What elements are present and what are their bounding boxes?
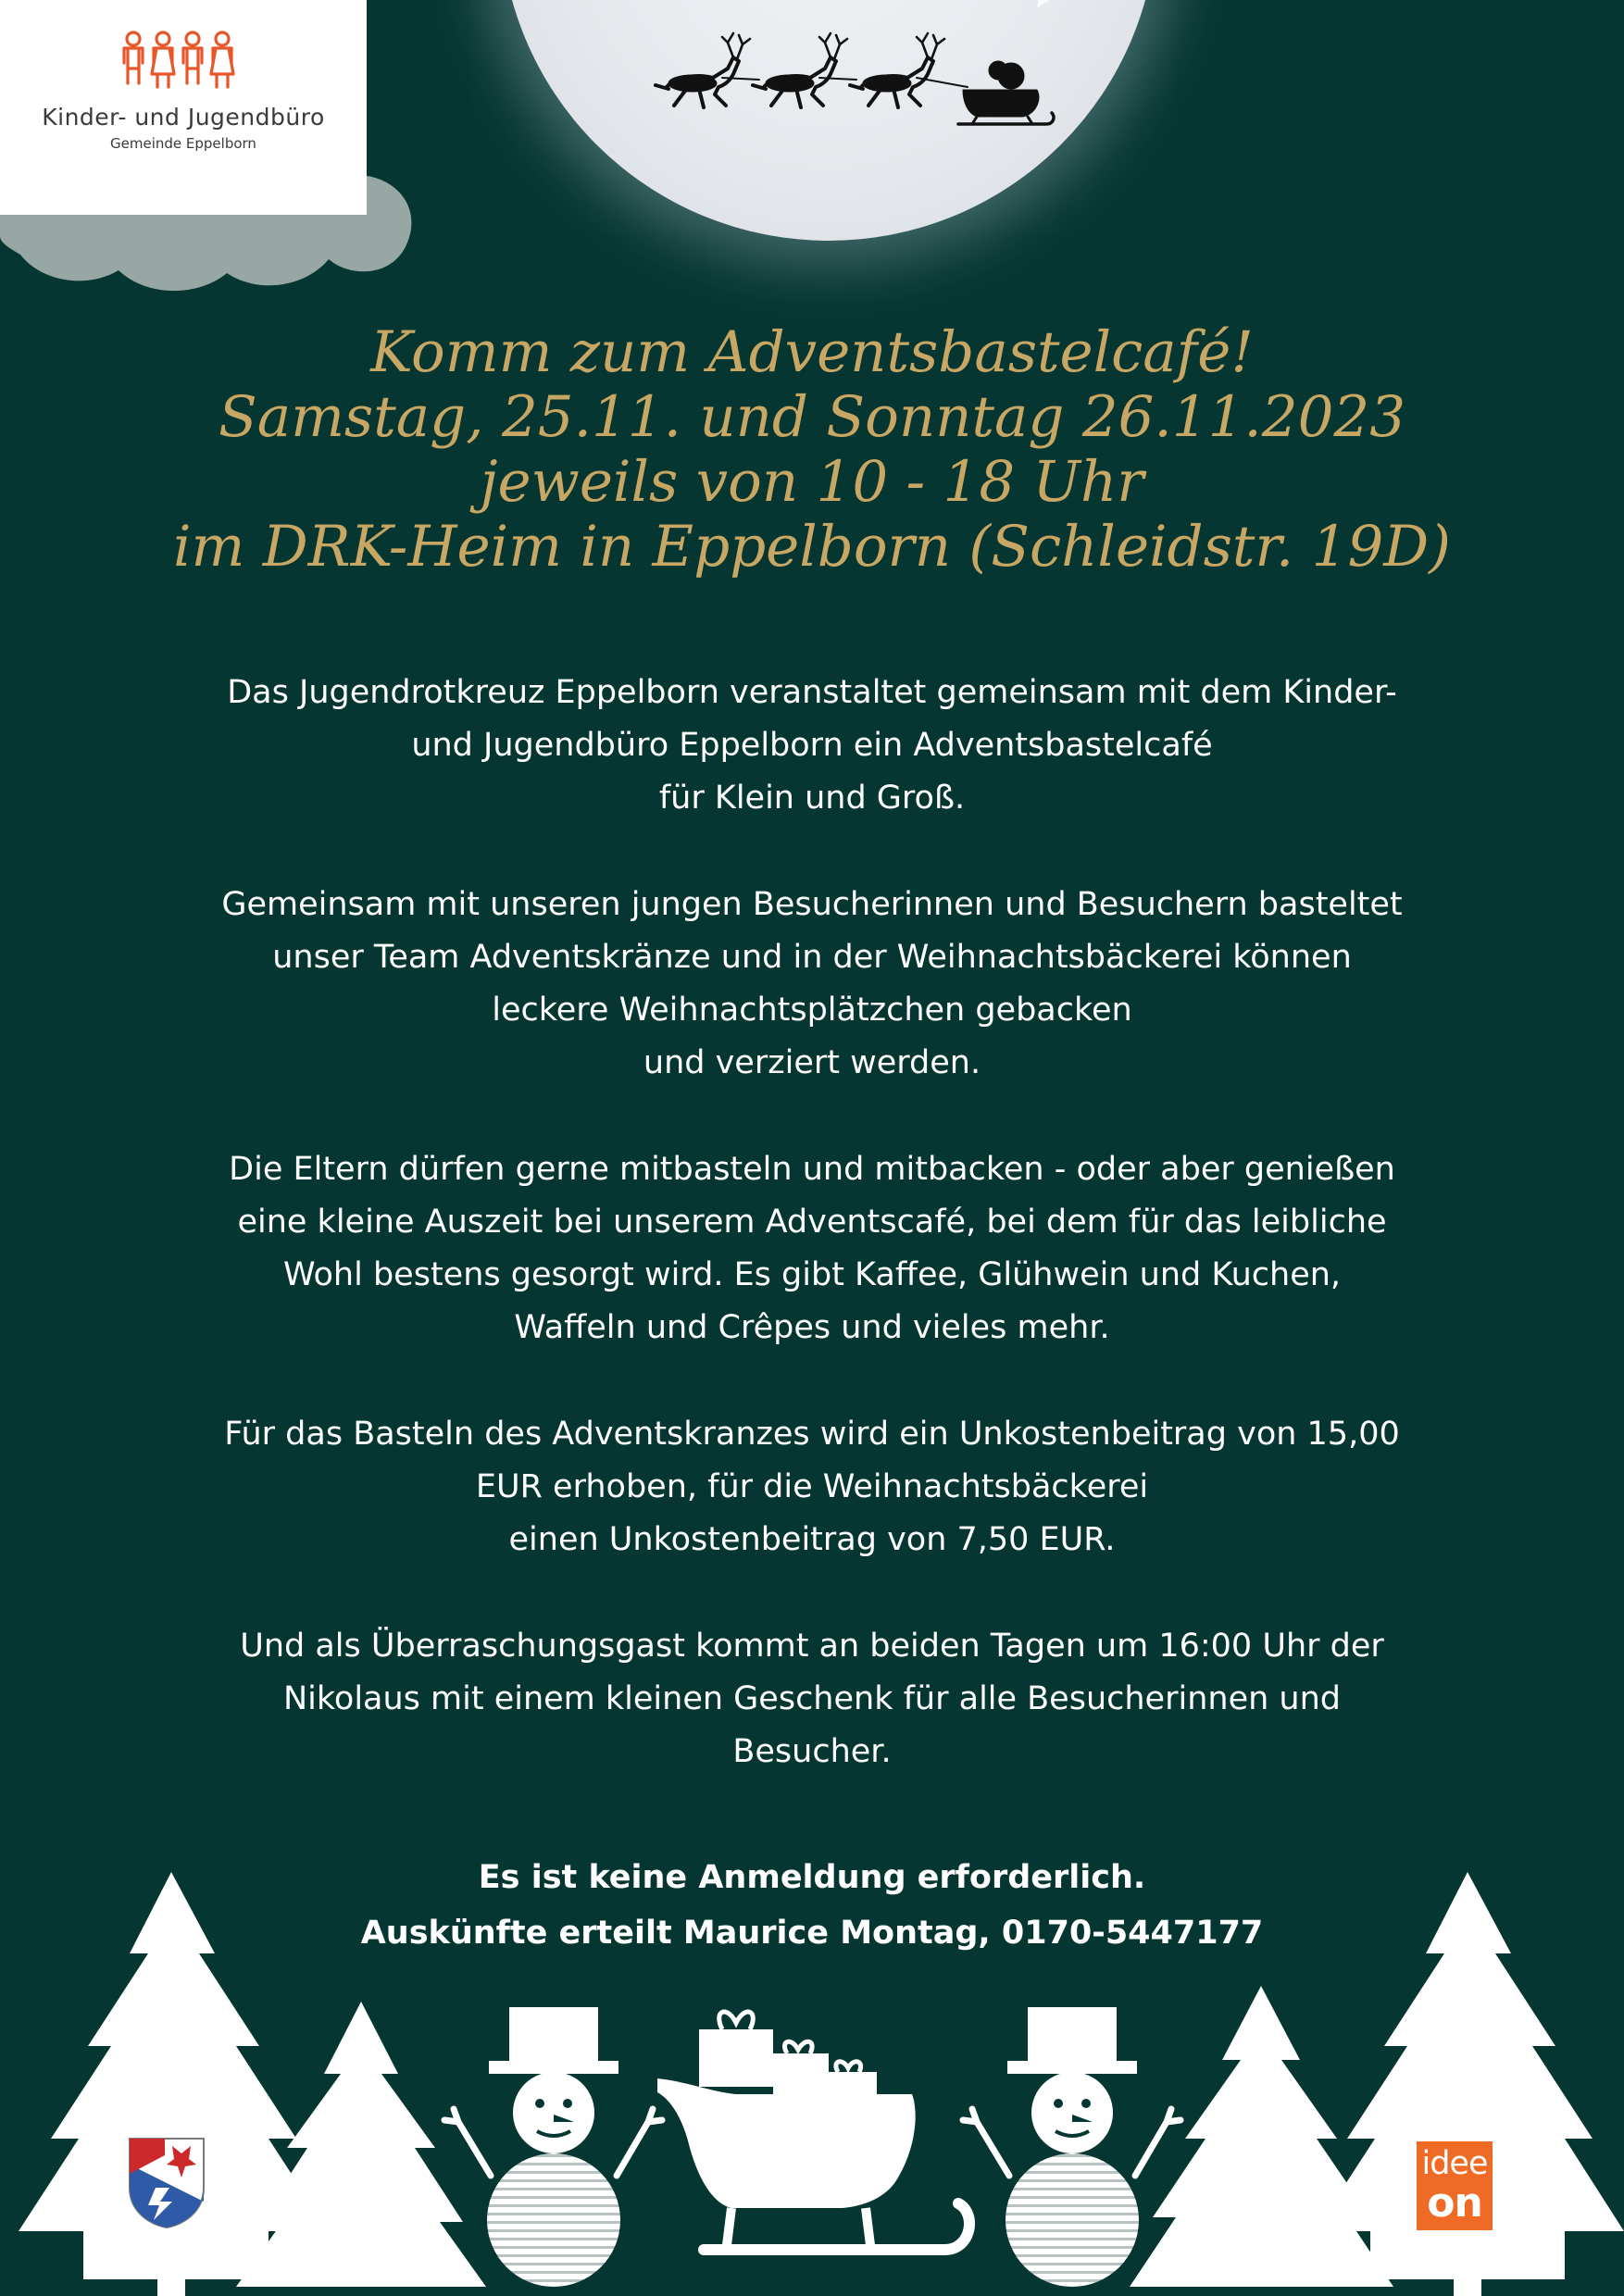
text-line: Für das Basteln des Adventskranzes wird ein Unkostenbeitrag von 15,00 (224, 1416, 1400, 1453)
headline-line: Komm zum Adventsbastelcafé! (370, 319, 1254, 385)
text-line: Waffeln und Crêpes und vieles mehr. (514, 1309, 1110, 1346)
christmas-tree-icon (1315, 1872, 1624, 2296)
logo-title: Kinder- und Jugendbüro (42, 104, 325, 131)
text-line: Und als Überraschungsgast kommt an beiden Tagen um 16:00 Uhr der (240, 1628, 1384, 1665)
text-line: leckere Weihnachtsplätzchen gebacken (492, 992, 1132, 1029)
text-line: unser Team Adventskränze und in der Weihnachtsbäckerei können (272, 939, 1352, 976)
snowman-icon (444, 2007, 662, 2287)
snowman-icon (963, 2007, 1181, 2287)
text-line: eine kleine Auszeit bei unserem Adventscafé, bei dem für das leibliche (237, 1204, 1387, 1241)
logo-subtitle: Gemeinde Eppelborn (110, 135, 256, 152)
ideeon-logo-top: idee (1421, 2145, 1488, 2182)
ideeon-logo (1417, 2141, 1493, 2230)
christmas-tree-icon (236, 2002, 486, 2287)
text-line: Die Eltern dürfen gerne mitbasteln und mitbacken - oder aber genießen (229, 1151, 1395, 1188)
contact-person: Auskünfte erteilt Maurice Montag, 0170-5447177 (360, 1915, 1264, 1952)
municipal-crest-icon (128, 2137, 206, 2229)
sleigh-with-gifts-icon (657, 2012, 969, 2250)
text-line: und verziert werden. (643, 1044, 981, 1081)
text-line: EUR erhoben, für die Weihnachtsbäckerei (475, 1468, 1149, 1505)
headline-line: jeweils von 10 - 18 Uhr (480, 449, 1144, 515)
registration-note: Es ist keine Anmeldung erforderlich. (478, 1859, 1146, 1896)
text-line: Gemeinsam mit unseren jungen Besucherinnen und Besuchern basteltet (221, 886, 1403, 923)
ideeon-logo-bottom: on (1427, 2179, 1482, 2227)
headline-line: im DRK-Heim in Eppelborn (Schleidstr. 19D) (173, 514, 1451, 580)
text-line: und Jugendbüro Eppelborn ein Adventsbastelcafé (411, 727, 1213, 764)
text-line: Nikolaus mit einem kleinen Geschenk für alle Besucherinnen und (282, 1680, 1341, 1717)
headline-line: Samstag, 25.11. und Sonntag 26.11.2023 (218, 384, 1406, 450)
text-line: Besucher. (732, 1733, 892, 1770)
text-line: einen Unkostenbeitrag von 7,50 EUR. (508, 1521, 1116, 1558)
text-line: für Klein und Groß. (658, 780, 966, 817)
text-line: Wohl bestens gesorgt wird. Es gibt Kaffee, Glühwein und Kuchen, (282, 1256, 1342, 1293)
text-line: Das Jugendrotkreuz Eppelborn veranstaltet gemeinsam mit dem Kinder- (227, 674, 1397, 711)
